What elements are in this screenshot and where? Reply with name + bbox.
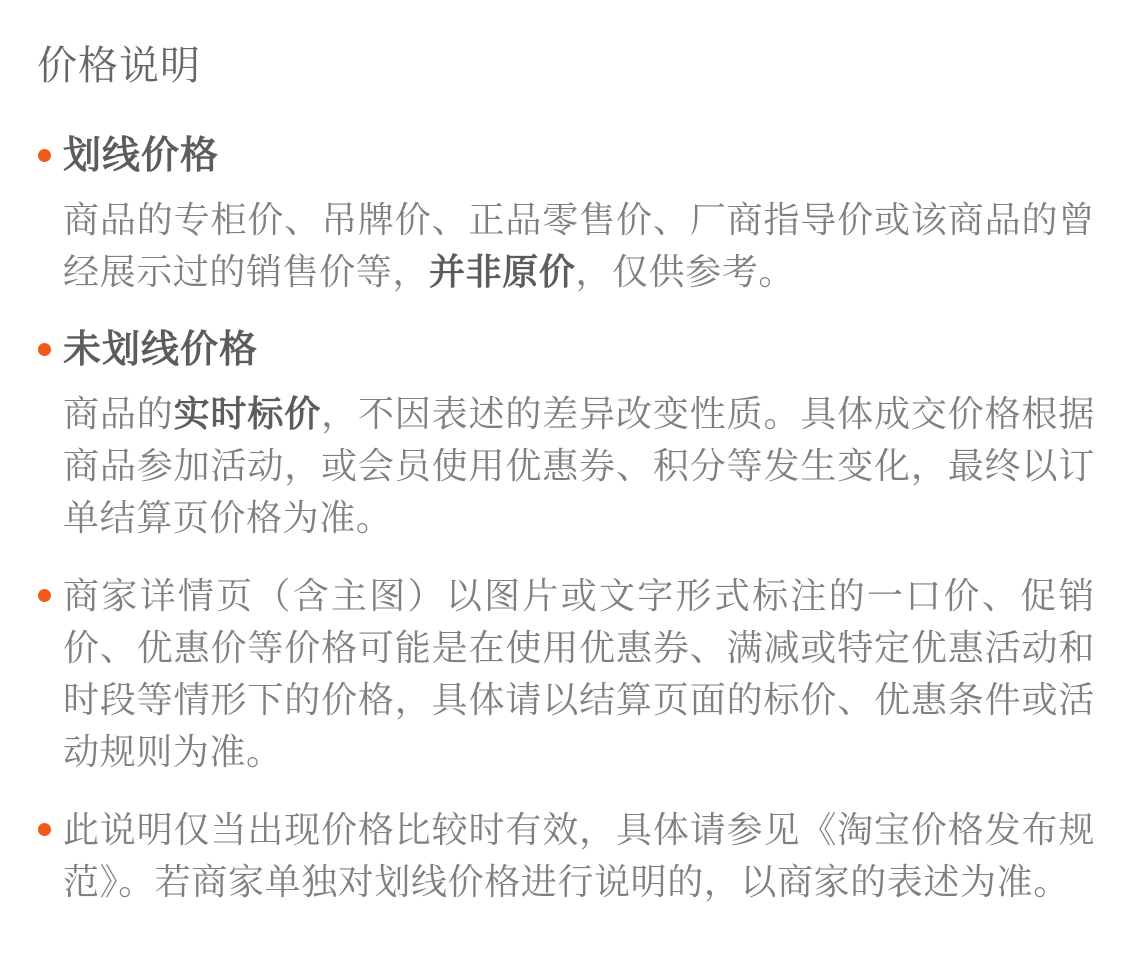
- note-text: ，仅供参考。: [575, 251, 796, 292]
- note-body: [63, 570, 1095, 778]
- bullet-dot-icon: [38, 149, 51, 162]
- note-text: 此说明仅当出现价格比较时有效，具体请参见《淘宝价格发布规范》。若商家单独对划线价格进行说明的，以商家的表述为准。: [63, 809, 1095, 902]
- note-text-bold: 实时标价: [173, 393, 322, 434]
- note-body: [63, 804, 1095, 908]
- bullet-dot-icon: [38, 823, 51, 836]
- list-item: [37, 804, 1095, 908]
- price-notes-list: [37, 130, 1095, 908]
- page-title: 价格说明: [37, 44, 201, 88]
- note-text: 商家详情页（含主图）以图片或文字形式标注的一口价、促销价、优惠价等价格可能是在使用优惠券、满减或特定优惠活动和时段等情形下的价格，具体请以结算页面的标价、优惠条件或活动规则为准。: [63, 575, 1095, 772]
- list-item: [37, 570, 1095, 778]
- bullet-dot-icon: [38, 589, 51, 602]
- note-body: [63, 194, 1095, 298]
- bullet-dot-icon: [38, 343, 51, 356]
- note-text: 商品的: [63, 393, 174, 434]
- note-text: 商品的专柜价、吊牌价、正品零售价、厂商指导价或该商品的曾经展示过的销售价等，: [63, 199, 1095, 292]
- note-text: ，不因表述的差异改变性质。具体成交价格根据商品参加活动，或会员使用优惠券、积分等发生变化，最终以订单结算页价格为准。: [63, 393, 1095, 538]
- note-heading-unstrikethrough-price: 未划线价格: [63, 329, 259, 371]
- list-item: [37, 324, 1095, 544]
- note-text-bold: 并非原价: [429, 251, 576, 292]
- list-item: [37, 130, 1095, 298]
- note-body: [63, 388, 1095, 544]
- note-heading-strikethrough-price: 划线价格: [63, 135, 220, 177]
